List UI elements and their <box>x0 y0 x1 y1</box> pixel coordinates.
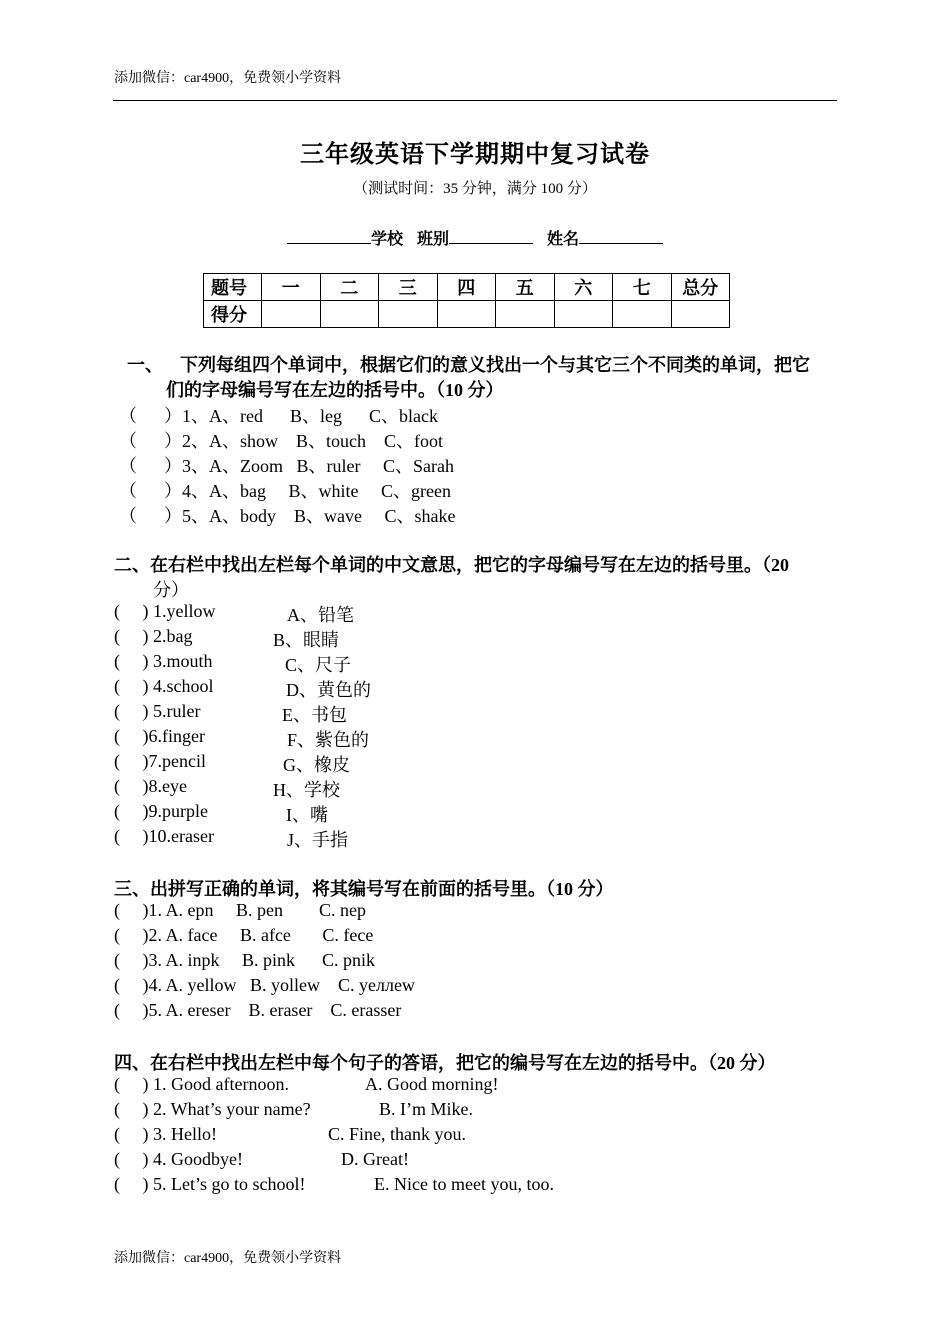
section1-number: 一、 <box>127 355 163 375</box>
score-cell: 总分 <box>671 274 730 301</box>
score-cell: 一 <box>262 274 321 301</box>
score-input-cell[interactable] <box>496 301 555 328</box>
list-item: （ ）2、A、show B、touch C、foot <box>119 431 443 451</box>
list-item: E、书包 <box>282 705 347 725</box>
list-item: （ ）3、A、Zoom B、ruler C、Sarah <box>119 456 454 476</box>
list-item: ( )4. A. yellow B. yollew C. yeллew <box>114 975 415 995</box>
list-item: B. I’m Mike. <box>379 1099 473 1119</box>
score-row-label: 得分 <box>204 301 262 328</box>
list-item: I、嘴 <box>286 805 328 825</box>
list-item: J、手指 <box>287 830 349 850</box>
page-subtitle: （测试时间：35 分钟，满分 100 分） <box>353 181 597 197</box>
list-item: ( )6.finger <box>114 726 205 746</box>
list-item: ( ) 1. Good afternoon. <box>114 1074 289 1094</box>
list-item: A、铅笔 <box>287 605 354 625</box>
score-input-cell[interactable] <box>262 301 321 328</box>
list-item: ( )7.pencil <box>114 751 206 771</box>
score-table <box>203 273 730 328</box>
class-label: 班别 <box>416 231 449 248</box>
list-item: ( ) 3. Hello! <box>114 1124 217 1144</box>
school-label: 学校 <box>370 231 403 248</box>
list-item: C. Fine, thank you. <box>328 1124 466 1144</box>
class-blank[interactable] <box>449 229 533 244</box>
page-title: 三年级英语下学期期中复习试卷 <box>300 142 650 168</box>
section4-heading: 四、在右栏中找出左栏中每个句子的答语，把它的编号写在左边的括号中。（20 分） <box>114 1053 776 1073</box>
list-item: ( ) 4. Goodbye! <box>114 1149 243 1169</box>
score-cell: 四 <box>437 274 496 301</box>
section2-heading-line2: 分） <box>153 580 189 600</box>
list-item: ( )3. A. inpk B. pink C. pnik <box>114 950 376 970</box>
list-item: A. Good morning! <box>365 1074 499 1094</box>
score-cell: 五 <box>496 274 555 301</box>
name-blank[interactable] <box>579 229 663 244</box>
list-item: ( ) 2. What’s your name? <box>114 1099 311 1119</box>
score-input-cell[interactable] <box>379 301 438 328</box>
score-input-cell[interactable] <box>613 301 672 328</box>
list-item: E. Nice to meet you, too. <box>374 1174 554 1194</box>
list-item: ( ) 3.mouth <box>114 651 213 671</box>
section3-heading: 三、出拼写正确的单词，将其编号写在前面的括号里。（10 分） <box>114 879 614 899</box>
section1-heading-line1: 下列每组四个单词中，根据它们的意义找出一个与其它三个不同类的单词，把它 <box>180 355 810 375</box>
list-item: ( )1. A. epn B. pen C. nep <box>114 900 366 920</box>
score-table-header-row <box>204 274 730 301</box>
list-item: D. Great! <box>341 1149 409 1169</box>
score-cell: 三 <box>379 274 438 301</box>
list-item: （ ）4、A、bag B、white C、green <box>119 481 451 501</box>
section1-heading-line2: 们的字母编号写在左边的括号中。（10 分） <box>166 380 504 400</box>
list-item: ( )2. A. face B. afce C. fece <box>114 925 374 945</box>
list-item: ( ) 2.bag <box>114 626 193 646</box>
score-cell: 题号 <box>204 274 262 301</box>
score-cell: 二 <box>320 274 379 301</box>
list-item: D、黄色的 <box>286 680 371 700</box>
header-rule <box>113 100 837 101</box>
list-item: ( )10.eraser <box>114 826 214 846</box>
score-input-cell[interactable] <box>320 301 379 328</box>
section2-heading-line1: 二、在右栏中找出左栏每个单词的中文意思，把它的字母编号写在左边的括号里。（20 <box>114 555 789 575</box>
list-item: ( ) 1.yellow <box>114 601 216 621</box>
list-item: ( )5. A. ereser B. eraser C. erasser <box>114 1000 402 1020</box>
list-item: ( )8.eye <box>114 776 187 796</box>
header-note: 添加微信：car4900，免费领小学资料 <box>114 71 342 86</box>
list-item: G、橡皮 <box>283 755 350 775</box>
list-item: （ ）1、A、red B、leg C、black <box>119 406 438 426</box>
student-info-line <box>0 226 950 249</box>
score-table-score-row <box>204 301 730 328</box>
footer-note: 添加微信：car4900，免费领小学资料 <box>114 1251 342 1266</box>
list-item: ( ) 4.school <box>114 676 214 696</box>
score-input-cell[interactable] <box>437 301 496 328</box>
list-item: ( )9.purple <box>114 801 208 821</box>
list-item: C、尺子 <box>285 655 352 675</box>
list-item: B、眼睛 <box>273 630 340 650</box>
list-item: ( ) 5.ruler <box>114 701 201 721</box>
list-item: ( ) 5. Let’s go to school! <box>114 1174 306 1194</box>
list-item: （ ）5、A、body B、wave C、shake <box>119 506 456 526</box>
school-blank[interactable] <box>287 229 371 244</box>
score-cell: 七 <box>613 274 672 301</box>
list-item: F、紫色的 <box>287 730 370 750</box>
score-input-cell[interactable] <box>671 301 730 328</box>
name-label: 姓名 <box>547 231 580 248</box>
score-input-cell[interactable] <box>554 301 613 328</box>
list-item: H、学校 <box>273 780 340 800</box>
score-cell: 六 <box>554 274 613 301</box>
